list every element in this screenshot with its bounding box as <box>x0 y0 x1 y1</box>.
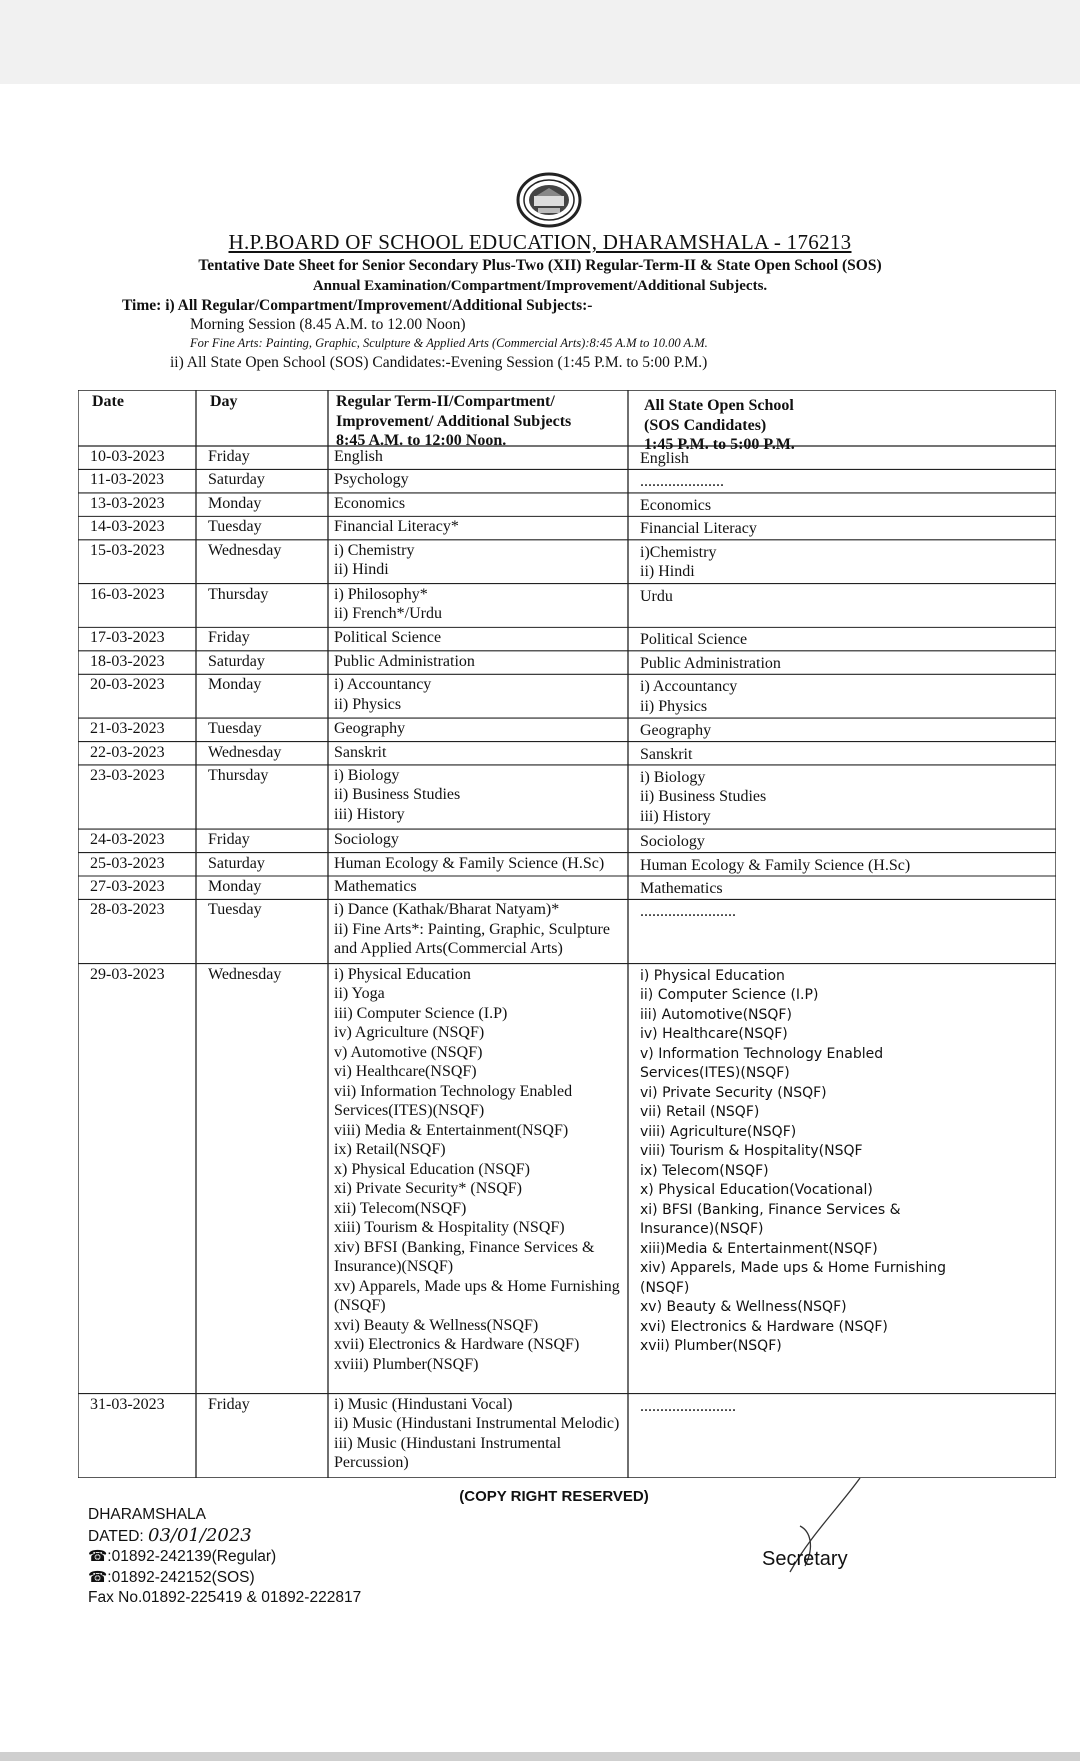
row-day: Saturday <box>208 471 265 489</box>
row-regular-subject: ii) Business Studies <box>334 786 461 804</box>
row-date: 21-03-2023 <box>90 720 165 738</box>
row-regular-subject: Sanskrit <box>334 743 387 761</box>
row-sos-subject: i)Chemistry <box>640 543 717 561</box>
row-sos-subject: i) Accountancy <box>640 678 738 696</box>
time-line-morning: Morning Session (8.45 A.M. to 12.00 Noon) <box>190 316 466 333</box>
row-regular-subject: and Applied Arts(Commercial Arts) <box>334 940 563 958</box>
row-regular-subject: xvi) Beauty & Wellness(NSQF) <box>334 1316 539 1334</box>
row-sos-subject: iii) History <box>640 807 711 825</box>
header-regular: Regular Term-II/Compartment/ <box>336 393 555 410</box>
row-date: 31-03-2023 <box>90 1395 165 1413</box>
row-sos-subject: ii) Physics <box>640 697 708 715</box>
row-regular-subject: xvii) Electronics & Hardware (NSQF) <box>334 1336 580 1354</box>
row-day: Friday <box>208 1395 250 1413</box>
dated-signature: 03/01/2023 <box>148 1524 252 1546</box>
top-band <box>0 0 1080 84</box>
row-regular-subject: ii) Yoga <box>334 985 385 1003</box>
row-day: Monday <box>208 878 262 895</box>
row-sos-subject: Financial Literacy <box>640 520 757 538</box>
row-date: 22-03-2023 <box>90 743 165 761</box>
row-regular-subject: Political Science <box>334 629 442 647</box>
header-sos: 1:45 P.M. to 5:00 P.M. <box>644 436 795 453</box>
row-sos-subject: (NSQF) <box>640 1279 690 1296</box>
row-regular-subject: ii) French*/Urdu <box>334 605 442 623</box>
row-regular-subject: ix) Retail(NSQF) <box>334 1141 446 1159</box>
row-day: Monday <box>208 676 262 694</box>
row-sos-subject: xiii)Media & Entertainment(NSQF) <box>640 1240 878 1257</box>
row-date: 10-03-2023 <box>90 448 165 465</box>
header-day: Day <box>210 393 238 410</box>
header-sos: All State Open School <box>644 397 794 414</box>
row-regular-subject: xi) Private Security* (NSQF) <box>334 1180 522 1198</box>
row-regular-subject: i) Philosophy* <box>334 585 428 603</box>
row-regular-subject: xii) Telecom(NSQF) <box>334 1199 467 1217</box>
row-sos-subject: ..................... <box>640 473 724 491</box>
board-title: H.P.BOARD OF SCHOOL EDUCATION, DHARAMSHALA - 176213 <box>228 230 852 254</box>
row-day: Saturday <box>208 854 265 872</box>
row-sos-subject: viii) Agriculture(NSQF) <box>640 1123 797 1140</box>
row-regular-subject: viii) Media & Entertainment(NSQF) <box>334 1121 569 1139</box>
row-sos-subject: viii) Tourism & Hospitality(NSQF <box>640 1143 863 1160</box>
row-regular-subject: xiv) BFSI (Banking, Finance Services & <box>334 1238 595 1256</box>
row-day: Monday <box>208 494 262 512</box>
row-sos-subject: ........................ <box>640 903 736 921</box>
row-regular-subject: Services(ITES)(NSQF) <box>334 1102 485 1120</box>
row-regular-subject: Geography <box>334 720 406 738</box>
footer-dated <box>88 1526 361 1548</box>
row-sos-subject: v) Information Technology Enabled <box>640 1045 884 1062</box>
row-sos-subject: x) Physical Education(Vocational) <box>640 1182 873 1199</box>
row-date: 23-03-2023 <box>90 766 165 784</box>
row-date: 15-03-2023 <box>90 541 165 559</box>
row-regular-subject: Psychology <box>334 471 409 489</box>
row-regular-subject: i) Biology <box>334 766 400 784</box>
row-regular-subject: i) Physical Education <box>334 965 471 983</box>
row-sos-subject: Urdu <box>640 587 673 605</box>
row-day: Friday <box>208 831 250 849</box>
row-sos-subject: Sociology <box>640 833 705 851</box>
row-regular-subject: Percussion) <box>334 1454 409 1472</box>
row-sos-subject: ii) Business Studies <box>640 788 767 806</box>
row-sos-subject: Political Science <box>640 631 748 649</box>
row-day: Wednesday <box>208 743 282 761</box>
row-sos-subject: i) Physical Education <box>640 967 785 984</box>
row-date: 18-03-2023 <box>90 652 165 670</box>
row-date: 16-03-2023 <box>90 585 165 603</box>
row-sos-subject: ix) Telecom(NSQF) <box>640 1162 769 1179</box>
row-regular-subject: Public Administration <box>334 652 475 670</box>
row-regular-subject: Economics <box>334 494 406 512</box>
row-regular-subject: English <box>334 448 383 465</box>
header-sos: (SOS Candidates) <box>644 416 767 434</box>
row-sos-subject: Sanskrit <box>640 745 693 763</box>
row-sos-subject: vii) Retail (NSQF) <box>640 1104 760 1121</box>
emblem-icon <box>516 172 582 228</box>
row-regular-subject: i) Music (Hindustani Vocal) <box>334 1395 513 1413</box>
row-regular-subject: Insurance)(NSQF) <box>334 1258 454 1276</box>
row-regular-subject: iv) Agriculture (NSQF) <box>334 1024 485 1042</box>
row-sos-subject: Services(ITES)(NSQF) <box>640 1065 790 1082</box>
secretary-label: Secretary <box>762 1548 848 1570</box>
row-regular-subject: i) Chemistry <box>334 541 415 559</box>
row-sos-subject: xv) Beauty & Wellness(NSQF) <box>640 1299 847 1316</box>
row-regular-subject: xv) Apparels, Made ups & Home Furnishing <box>334 1277 620 1295</box>
row-sos-subject: Public Administration <box>640 654 781 672</box>
row-day: Wednesday <box>208 965 282 983</box>
row-day: Friday <box>208 448 250 465</box>
row-sos-subject: Mathematics <box>640 880 723 897</box>
date-sheet-subtitle: Annual Examination/Compartment/Improvement/Additional Subjects. <box>312 278 768 294</box>
row-date: 24-03-2023 <box>90 831 165 849</box>
header-regular: Improvement/ Additional Subjects <box>336 412 572 430</box>
row-day: Saturday <box>208 652 265 670</box>
row-regular-subject: vii) Information Technology Enabled <box>334 1082 573 1100</box>
row-sos-subject: xvii) Plumber(NSQF) <box>640 1338 782 1355</box>
row-regular-subject: Financial Literacy* <box>334 518 459 536</box>
row-regular-subject: iii) Computer Science (I.P) <box>334 1004 508 1022</box>
bottom-band <box>0 1752 1080 1761</box>
row-sos-subject: ii) Hindi <box>640 563 695 581</box>
row-date: 28-03-2023 <box>90 901 165 919</box>
row-regular-subject: ii) Fine Arts*: Painting, Graphic, Sculpture <box>334 920 610 938</box>
row-sos-subject: Human Ecology & Family Science (H.Sc) <box>640 856 911 874</box>
row-regular-subject: (NSQF) <box>334 1297 386 1315</box>
row-sos-subject: Geography <box>640 722 712 740</box>
row-regular-subject: vi) Healthcare(NSQF) <box>334 1063 477 1081</box>
row-day: Friday <box>208 629 250 647</box>
row-regular-subject: iii) History <box>334 805 405 823</box>
time-block <box>122 296 708 372</box>
row-date: 29-03-2023 <box>90 965 165 983</box>
footer-place: DHARAMSHALA <box>88 1506 206 1523</box>
row-day: Tuesday <box>208 901 262 919</box>
row-date: 14-03-2023 <box>90 518 165 536</box>
row-sos-subject: xi) BFSI (Banking, Finance Services & <box>640 1201 901 1218</box>
row-regular-subject: v) Automotive (NSQF) <box>334 1043 483 1061</box>
row-regular-subject: ii) Hindi <box>334 561 389 579</box>
date-sheet-title: Tentative Date Sheet for Senior Secondary Plus-Two (XII) Regular-Term-II & State Open School (SOS) <box>198 257 882 274</box>
row-date: 13-03-2023 <box>90 494 165 512</box>
row-day: Tuesday <box>208 518 262 536</box>
row-day: Wednesday <box>208 541 282 559</box>
fax-number: Fax No.01892-225419 & 01892-222817 <box>88 1589 362 1606</box>
phone-regular: ☎:01892-242139(Regular) <box>88 1548 277 1565</box>
row-date: 20-03-2023 <box>90 676 165 694</box>
row-sos-subject: iv) Healthcare(NSQF) <box>640 1026 788 1043</box>
footer-contact <box>88 1505 361 1609</box>
row-sos-subject: Insurance)(NSQF) <box>640 1221 764 1238</box>
row-regular-subject: i) Accountancy <box>334 676 432 694</box>
row-regular-subject: xviii) Plumber(NSQF) <box>334 1355 479 1373</box>
row-regular-subject: Sociology <box>334 831 399 849</box>
row-sos-subject: ii) Computer Science (I.P) <box>640 987 819 1004</box>
copyright-notice: (COPY RIGHT RESERVED) <box>459 1488 649 1505</box>
header-regular: 8:45 A.M. to 12:00 Noon. <box>336 432 507 449</box>
header-date: Date <box>92 393 124 410</box>
row-sos-subject: Economics <box>640 496 712 514</box>
row-regular-subject: iii) Music (Hindustani Instrumental <box>334 1434 562 1452</box>
dated-label: DATED: <box>88 1527 144 1545</box>
row-sos-subject: ........................ <box>640 1397 736 1415</box>
row-date: 25-03-2023 <box>90 854 165 872</box>
time-line-regular: Time: i) All Regular/Compartment/Improvement/Additional Subjects:- <box>122 297 593 314</box>
row-sos-subject: xvi) Electronics & Hardware (NSQF) <box>640 1318 888 1335</box>
row-date: 17-03-2023 <box>90 629 165 647</box>
row-regular-subject: Mathematics <box>334 878 417 895</box>
row-regular-subject: ii) Music (Hindustani Instrumental Melodic) <box>334 1415 620 1433</box>
row-day: Thursday <box>208 585 269 603</box>
row-sos-subject: i) Biology <box>640 768 706 786</box>
row-regular-subject: xiii) Tourism & Hospitality (NSQF) <box>334 1219 565 1237</box>
row-regular-subject: x) Physical Education (NSQF) <box>334 1160 530 1178</box>
row-day: Tuesday <box>208 720 262 738</box>
row-sos-subject: English <box>640 450 689 467</box>
row-sos-subject: xiv) Apparels, Made ups & Home Furnishing <box>640 1260 946 1277</box>
row-sos-subject: vi) Private Security (NSQF) <box>640 1084 827 1101</box>
date-sheet-table <box>78 390 1056 1478</box>
row-regular-subject: ii) Physics <box>334 695 402 713</box>
row-sos-subject: iii) Automotive(NSQF) <box>640 1006 792 1023</box>
row-day: Thursday <box>208 766 269 784</box>
time-line-fine-arts: For Fine Arts: Painting, Graphic, Sculpture & Applied Arts (Commercial Arts):8:45 A.M to 10.00 A.M. <box>190 336 708 350</box>
phone-sos: ☎:01892-242152(SOS) <box>88 1568 255 1586</box>
row-regular-subject: i) Dance (Kathak/Bharat Natyam)* <box>334 901 560 919</box>
row-date: 27-03-2023 <box>90 878 165 895</box>
time-line-sos: ii) All State Open School (SOS) Candidates:-Evening Session (1:45 P.M. to 5:00 P.M.) <box>170 354 708 371</box>
row-regular-subject: Human Ecology & Family Science (H.Sc) <box>334 854 605 872</box>
row-date: 11-03-2023 <box>90 471 165 489</box>
